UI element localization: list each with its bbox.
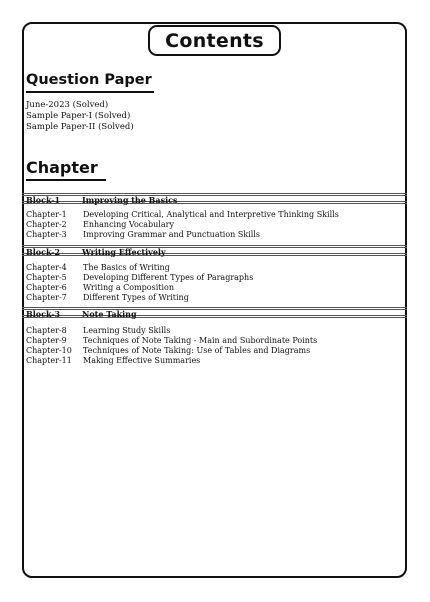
- chapter-row: [26, 220, 401, 230]
- chapter-name: Techniques of Note Taking: Use of Tables and Diagrams: [83, 346, 311, 355]
- chapter-id: Chapter-8: [26, 326, 67, 335]
- chapter-id: Chapter-2: [26, 220, 67, 229]
- chapter-name: Learning Study Skills: [83, 326, 171, 335]
- block-header-1: [22, 193, 407, 204]
- chapter-name: Developing Critical, Analytical and Interpretive Thinking Skills: [83, 210, 339, 219]
- chapter-name: Different Types of Writing: [83, 293, 189, 302]
- contents-title: [148, 25, 281, 56]
- block-name: Writing Effectively: [82, 247, 166, 257]
- contents-title-text: Contents: [165, 29, 264, 52]
- chapter-row: [26, 336, 401, 346]
- chapter-name: Improving Grammar and Punctuation Skills: [83, 230, 260, 239]
- chapter-heading: [26, 160, 98, 176]
- question-paper-item: June-2023 (Solved): [26, 100, 109, 110]
- question-paper-item: Sample Paper-II (Solved): [26, 122, 134, 132]
- block-name: Note Taking: [82, 309, 137, 319]
- chapter-id: Chapter-5: [26, 273, 67, 282]
- chapter-name: The Basics of Writing: [83, 263, 170, 272]
- block-name: Improving the Basics: [82, 195, 178, 205]
- block-id: Block-1: [26, 195, 61, 205]
- chapter-name: Writing a Composition: [83, 283, 175, 292]
- block-header-3: [22, 307, 407, 318]
- block-id: Block-3: [26, 309, 61, 319]
- chapter-name: Enhancing Vocabulary: [83, 220, 174, 229]
- chapter-name: Making Effective Summaries: [83, 356, 201, 365]
- question-paper-list: [26, 100, 134, 133]
- chapter-row: [26, 230, 401, 240]
- block-1-chapters: [26, 210, 401, 240]
- chapter-heading-text: Chapter: [26, 158, 98, 177]
- block-id: Block-2: [26, 247, 61, 257]
- chapter-row: [26, 293, 401, 303]
- block-2-chapters: [26, 263, 401, 303]
- chapter-row: [26, 326, 401, 336]
- chapter-name: Developing Different Types of Paragraphs: [83, 273, 254, 282]
- chapter-id: Chapter-6: [26, 283, 67, 292]
- chapter-row: [26, 263, 401, 273]
- chapter-name: Techniques of Note Taking - Main and Subordinate Points: [83, 336, 318, 345]
- block-header-2: [22, 245, 407, 256]
- chapter-id: Chapter-3: [26, 230, 67, 239]
- chapter-row: [26, 356, 401, 366]
- question-paper-underline: [26, 91, 154, 93]
- chapter-row: [26, 283, 401, 293]
- chapter-id: Chapter-10: [26, 346, 72, 355]
- chapter-row: [26, 346, 401, 356]
- chapter-id: Chapter-1: [26, 210, 67, 219]
- question-paper-heading: [26, 73, 152, 88]
- question-paper-item: Sample Paper-I (Solved): [26, 111, 131, 121]
- chapter-id: Chapter-9: [26, 336, 67, 345]
- chapter-row: [26, 210, 401, 220]
- chapter-id: Chapter-11: [26, 356, 72, 365]
- chapter-row: [26, 273, 401, 283]
- question-paper-heading-text: Question Paper: [26, 72, 152, 88]
- chapter-underline: [26, 179, 106, 181]
- block-3-chapters: [26, 326, 401, 366]
- chapter-id: Chapter-7: [26, 293, 67, 302]
- chapter-id: Chapter-4: [26, 263, 67, 272]
